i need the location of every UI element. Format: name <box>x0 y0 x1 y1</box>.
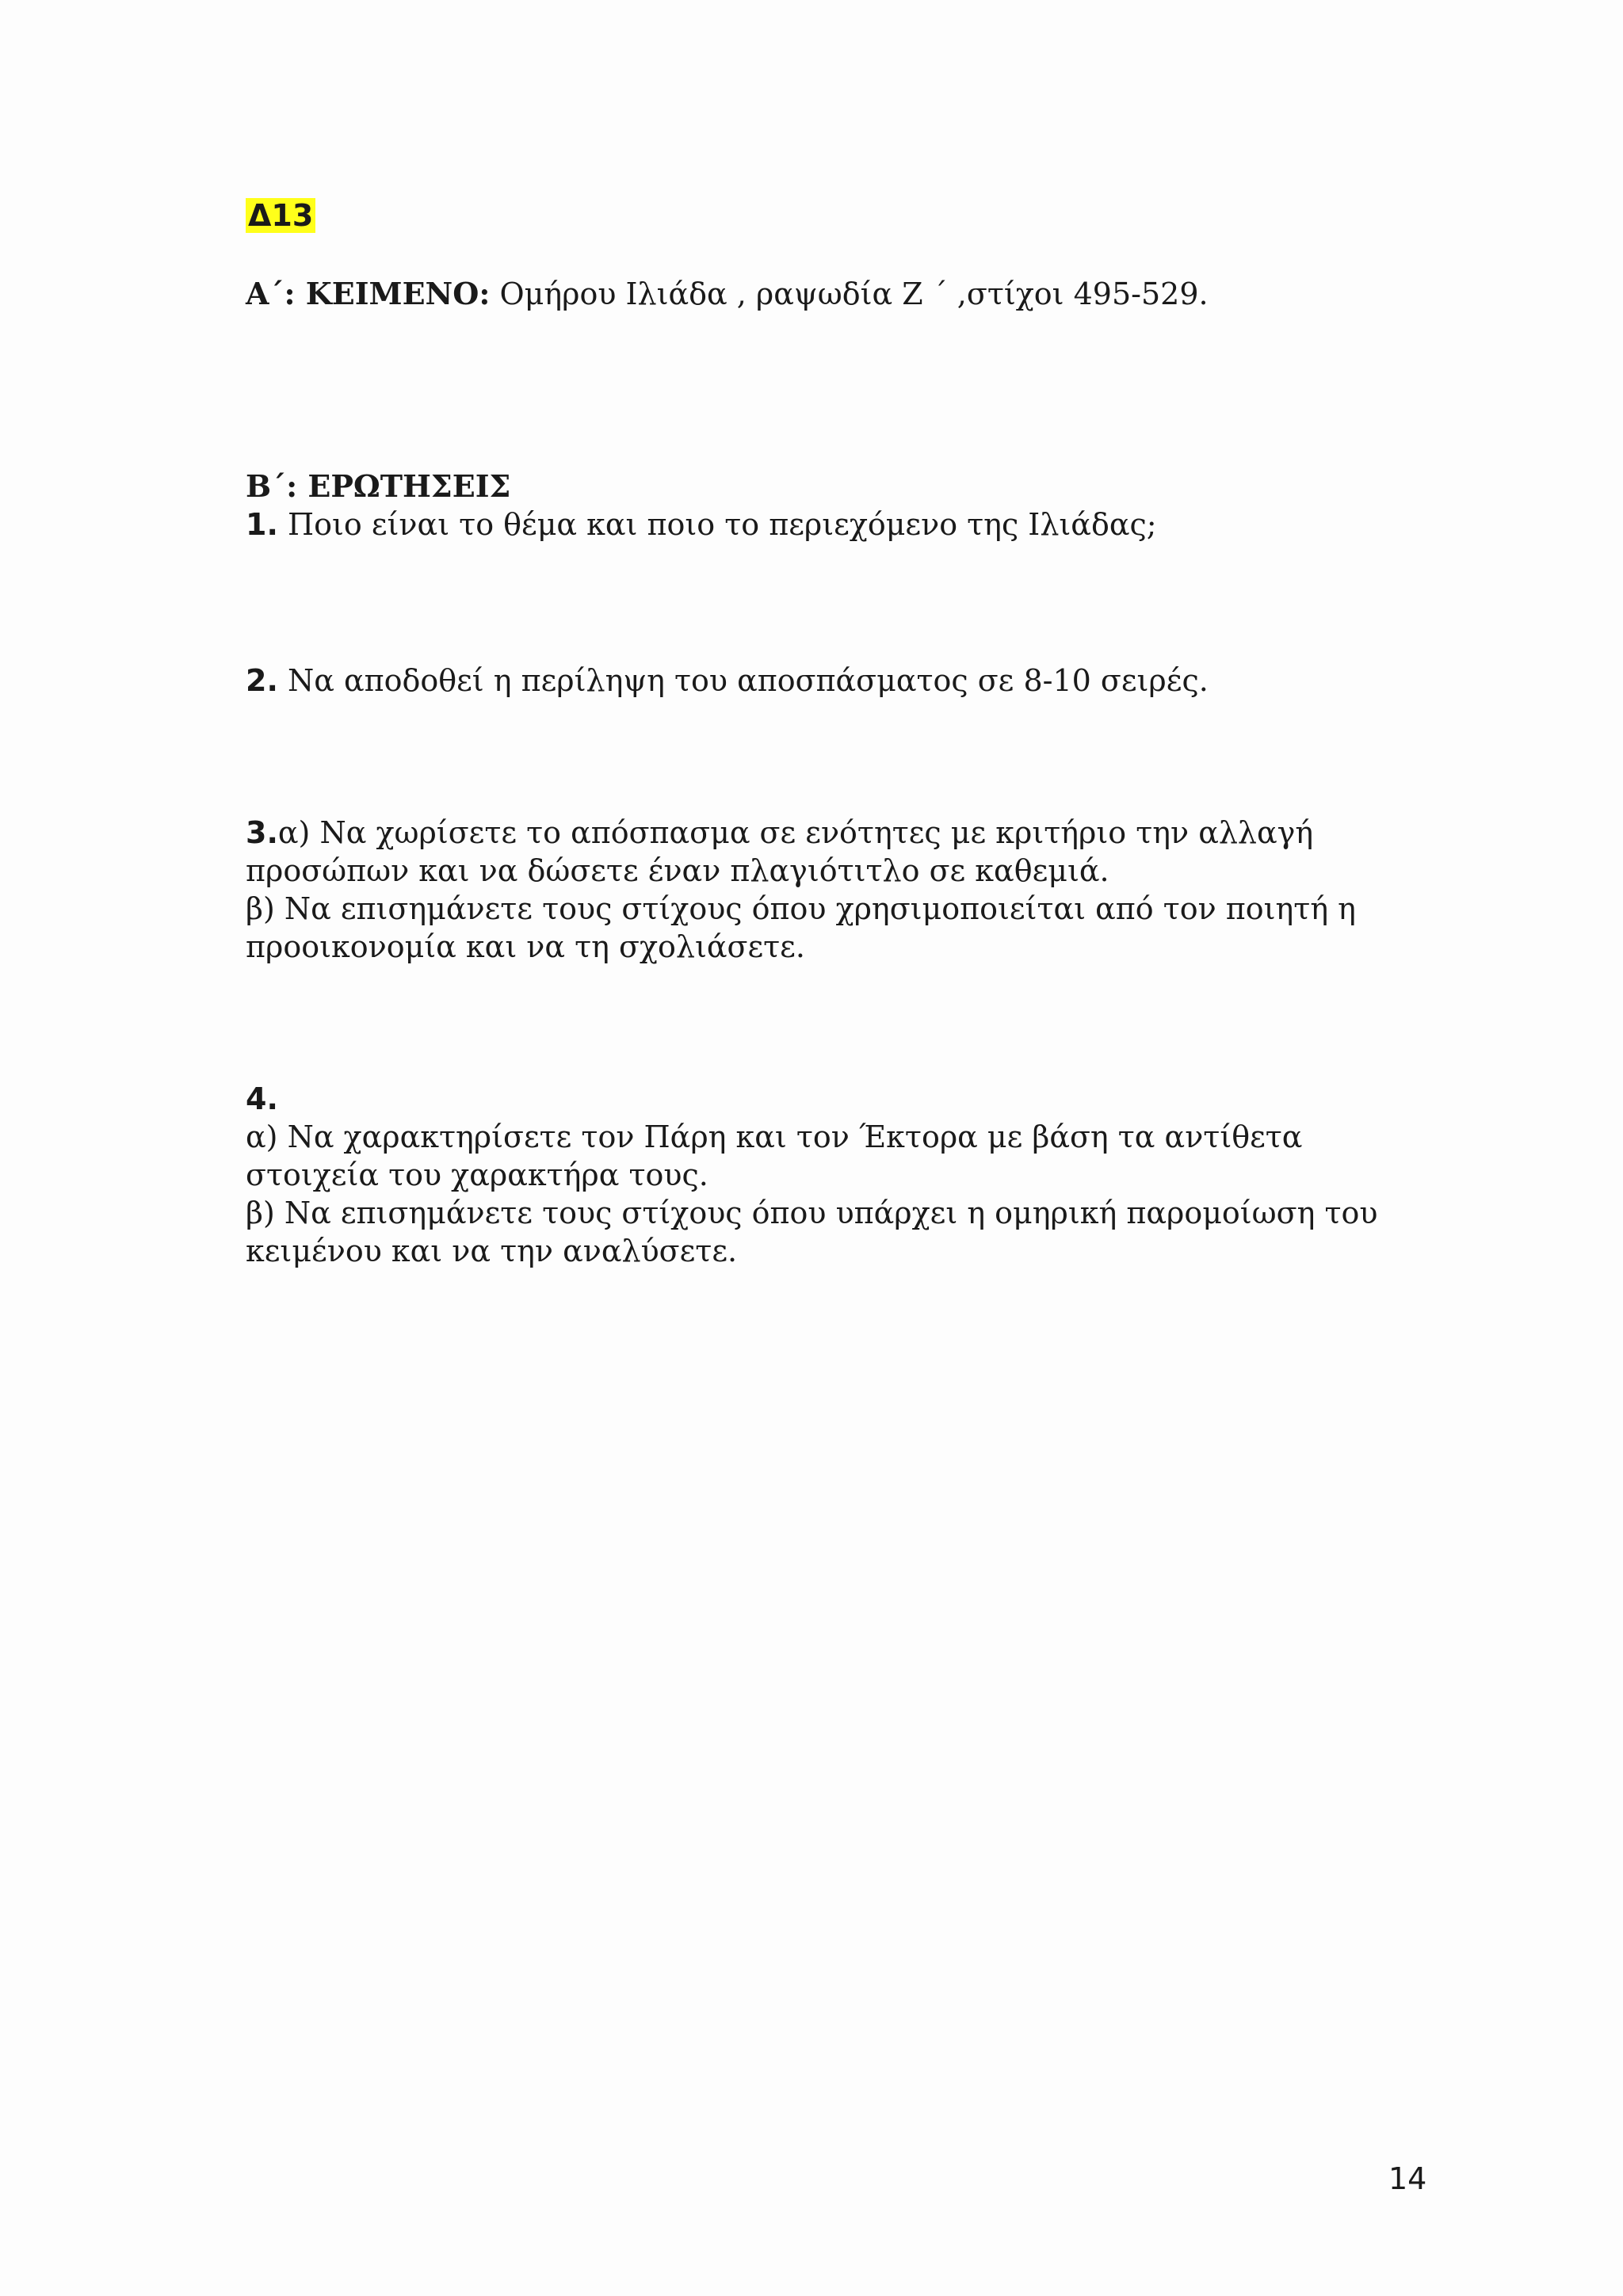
question-2-text: Να αποδοθεί η περίληψη του αποσπάσματος σε 8-10 σειρές. <box>277 663 1209 698</box>
question-3-line-1 <box>246 814 1434 852</box>
questions-heading <box>246 467 1434 505</box>
question-4-line-4: κειμένου και να την αναλύσετε. <box>246 1234 738 1268</box>
question-3-line-3: β) Να επισημάνετε τους στίχους όπου χρησιμοποιείται από τον ποιητή η <box>246 891 1356 926</box>
section-code-highlight: Δ13 <box>246 198 315 233</box>
question-2 <box>246 662 1434 700</box>
page-number: 14 <box>1388 2161 1427 2196</box>
text-reference-value: Ομήρου Ιλιάδα , ραψωδία Ζ ΄ ,στίχοι 495-529. <box>490 277 1209 311</box>
question-4-number: 4. <box>246 1081 278 1116</box>
section-code <box>246 196 1434 235</box>
question-2-number: 2. <box>246 663 278 698</box>
question-4 <box>246 1080 1434 1270</box>
questions-heading-label: Β΄: ΕΡΩΤΗΣΕΙΣ <box>246 468 511 504</box>
question-4-line-1: α) Να χαρακτηρίσετε τον Πάρη και τον Έκτορα με βάση τα αντίθετα <box>246 1119 1303 1154</box>
text-reference <box>246 275 1434 313</box>
question-1 <box>246 505 1434 543</box>
question-3-line-2: προσώπων και να δώσετε έναν πλαγιότιτλο σε καθεμιά. <box>246 853 1109 888</box>
question-3 <box>246 814 1434 966</box>
question-1-number: 1. <box>246 507 278 542</box>
text-reference-label: Α΄: ΚΕΙΜΕΝΟ: <box>246 276 491 311</box>
question-3-line-4: προοικονομία και να τη σχολιάσετε. <box>246 929 805 964</box>
question-3-number: 3. <box>246 815 278 850</box>
question-3-part-a: α) Να χωρίσετε το απόσπασμα σε ενότητες με κριτήριο την αλλαγή <box>277 815 1314 850</box>
question-4-line-2: στοιχεία του χαρακτήρα τους. <box>246 1158 708 1192</box>
question-4-line-3: β) Να επισημάνετε τους στίχους όπου υπάρχει η ομηρική παρομοίωση του <box>246 1196 1378 1230</box>
question-1-text: Ποιο είναι το θέμα και ποιο το περιεχόμενο της Ιλιάδας; <box>277 507 1157 542</box>
